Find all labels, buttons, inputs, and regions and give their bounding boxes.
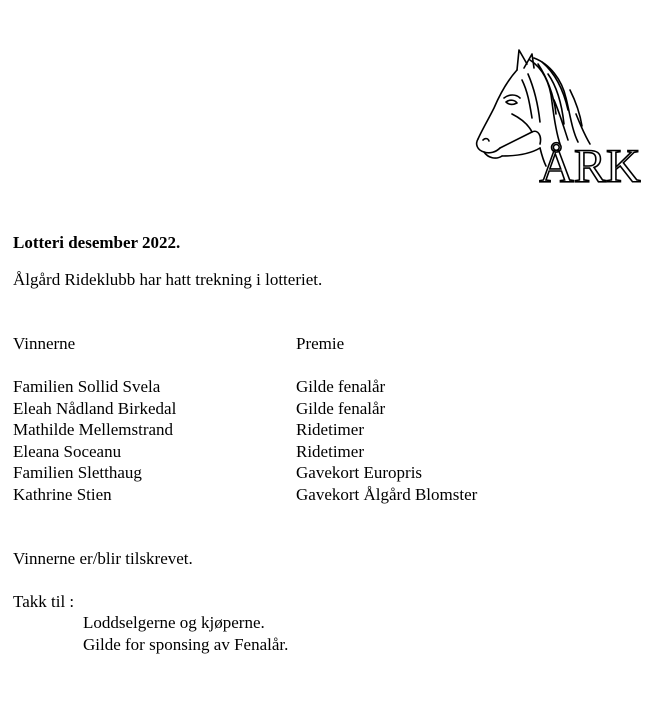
logo-text: ÅRK: [539, 140, 641, 188]
winners-list: [13, 376, 176, 505]
prize-name: Ridetimer: [296, 420, 364, 439]
winner-name: Mathilde Mellemstrand: [13, 420, 174, 439]
thanks-item: Gilde for sponsing av Fenalår.: [83, 634, 289, 654]
winner-name: Kathrine Stien: [13, 484, 112, 504]
prize-name: Ridetimer: [296, 441, 364, 461]
thanks-label: Takk til :: [13, 592, 75, 611]
intro-text: Ålgård Rideklubb har hatt trekning i lotteriet.: [13, 270, 323, 289]
winner-name: Familien Sollid Svela: [13, 377, 161, 396]
prize-name: Gilde fenalår: [296, 398, 386, 418]
document-title: Lotteri desember 2022.: [13, 233, 181, 252]
winners-header: Vinnerne: [13, 334, 76, 353]
prizes-list: [296, 376, 477, 505]
prize-name: Gavekort Ålgård Blomster: [296, 484, 478, 504]
thanks-item: Loddselgerne og kjøperne.: [83, 613, 265, 632]
prize-name: Gilde fenalår: [296, 377, 386, 396]
club-logo: [472, 44, 650, 188]
prize-header: Premie: [296, 334, 345, 353]
winner-name: Eleana Soceanu: [13, 441, 122, 461]
notification-note: Vinnerne er/blir tilskrevet.: [13, 549, 193, 568]
thanks-list: [83, 612, 288, 655]
winner-name: Eleah Nådland Birkedal: [13, 398, 177, 418]
winner-name: Familien Sletthaug: [13, 463, 142, 482]
prize-name: Gavekort Europris: [296, 463, 423, 482]
